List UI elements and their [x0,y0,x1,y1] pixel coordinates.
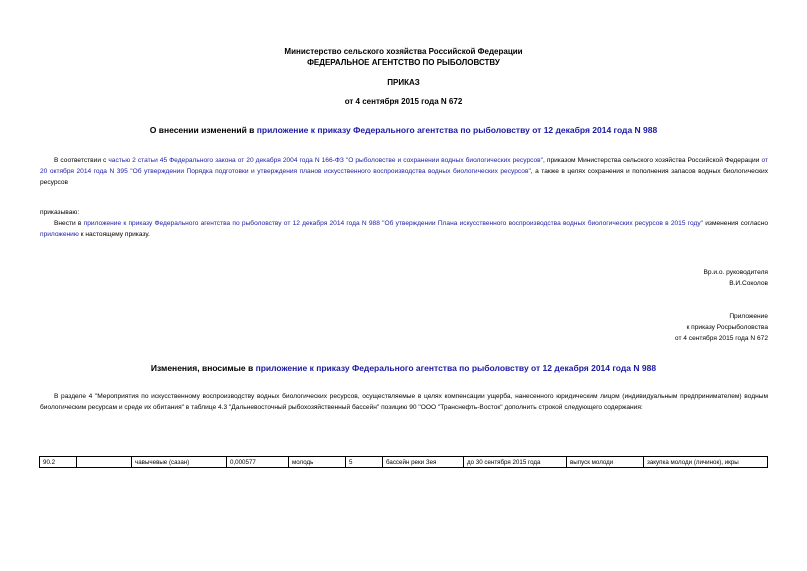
order-paragraph [40,218,768,240]
preamble-paragraph [40,155,768,188]
appendix-line-1: Приложение [729,313,768,320]
appendix-block [675,311,768,344]
ministry-name: Министерство сельского хозяйства Российской Федерации [284,47,523,56]
signature-block [703,267,768,289]
table-cell: чавычевые (сазан) [132,457,227,468]
signature-position: Вр.и.о. руководителя [703,269,768,276]
changes-table [39,456,768,468]
page-title [0,125,807,135]
agency-name: ФЕДЕРАЛЬНОЕ АГЕНТСТВО ПО РЫБОЛОВСТВУ [307,58,500,67]
doc-date: от 4 сентября 2015 года N 672 [344,97,463,106]
appendix-link[interactable]: приложению [40,231,79,238]
table-cell: закупка молоди (личинок), икры [644,457,768,468]
order-text-3: к настоящему приказу. [78,231,150,238]
doc-type: ПРИКАЗ [387,78,420,87]
changes-paragraph: В разделе 4 "Мероприятия по искусственному воспроизводству водных биологических ресурсов, осуществляемые в целях компенсации ущерба, нанесенного юридическим лицом (индивидуальным предпринимателем) водным биологическим ресурсам и среде их обитания" в таблице 4.3 "Дальневосточный рыбохозяйственный бассейн" позицию 90 "ООО "Транснефть-Восток" дополнить строкой следующего содержания: [40,393,768,411]
table-cell: бассейн реки Зея [383,457,464,468]
title-link[interactable]: приложение к приказу Федерального агентства по рыболовству от 12 декабря 2014 года N 988 [256,125,658,135]
law-link[interactable]: частью 2 статьи 45 Федерального закона от 20 декабря 2004 года N 166-ФЗ "О рыболовстве и сохранении водных биологических ресурсов" [108,157,544,164]
table-row [40,457,768,468]
appendix-line-2: к приказу Росрыболовства [686,324,768,331]
table-cell: молодь [289,457,346,468]
preamble-text-1: В соответствии с [54,157,109,164]
preamble-text-2: , приказом Министерства сельского хозяйства Российской Федерации [543,157,762,164]
appendix-line-3: от 4 сентября 2015 года N 672 [674,335,768,342]
table-cell: до 30 сентября 2015 года [464,457,567,468]
preamble-text-3: , а также в целях сохранения и пополнения запасов водных биологических ресурсов [40,168,768,186]
changes-title-link[interactable]: приложение к приказу Федерального агентства по рыболовству от 12 декабря 2014 года N 988 [255,363,657,373]
table-cell: 0,000577 [227,457,289,468]
table-cell: 90.2 [40,457,77,468]
order-text-1: Внести в [54,220,84,227]
order-word: приказываю: [40,209,80,216]
ministry-order-link[interactable]: от 20 октября 2014 года N 395 "Об утверждении Порядка подготовки и утверждения планов искусственного воспроизводства водных биологических ресурсов" [40,157,768,175]
signature-name: В.И.Соколов [729,280,768,287]
changes-title-prefix: Изменения, вносимые в [150,363,256,373]
title-prefix: О внесении изменений в [149,125,257,135]
table-cell: выпуск молоди [567,457,644,468]
changes-title [0,363,807,373]
order-appendix-link[interactable]: приложение к приказу Федерального агентства по рыболовству от 12 декабря 2014 года N 988 "Об утверждении Плана искусственного воспроизводства водных биологических ресурсов в 2015 году" [83,220,704,227]
order-text-2: изменения согласно [703,220,768,227]
table-cell: 5 [346,457,383,468]
table-cell [77,457,132,468]
